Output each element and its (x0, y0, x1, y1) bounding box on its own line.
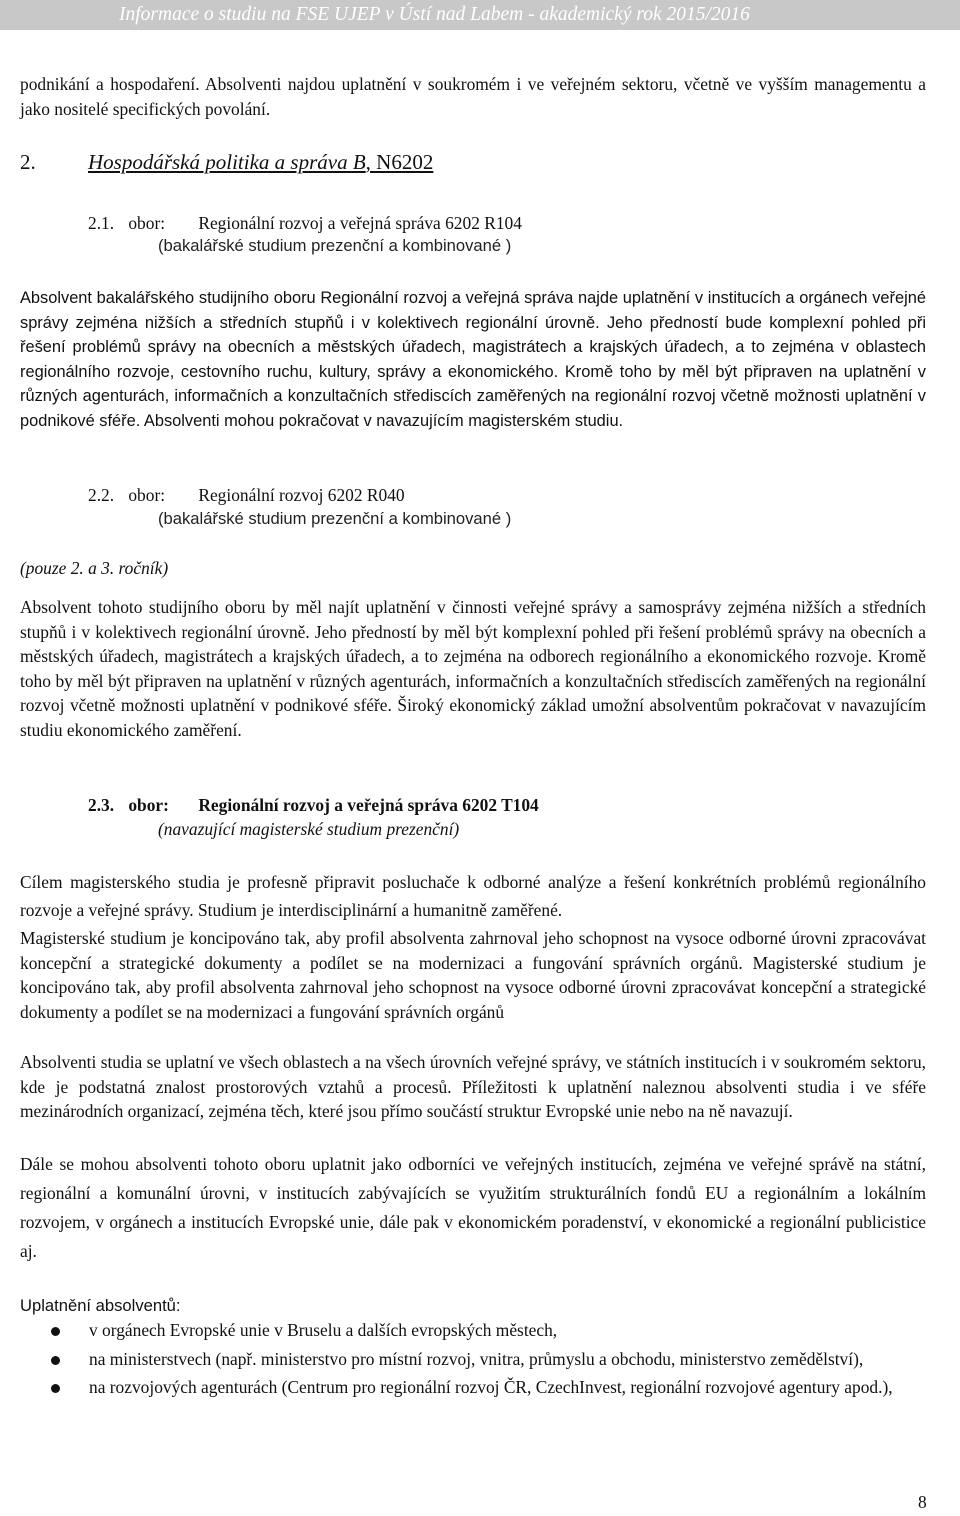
paragraph-2-3-further: Dále se mohou absolventi tohoto oboru uplatnit jako odborníci ve veřejných institucích, zejména ve veřejné správě na státní, regionální a komunální úrovni, v institucích zabývajících se využitím strukturálních fondů EU a regionálním a lokálním rozvojem, v orgánech a institucích Evropské unie, dále pak v ekonomickém poradenství, v ekonomické a regionální publicistice aj. (20, 1154, 926, 1261)
list-item: na ministerstvech (např. ministerstvo pro místní rozvoj, vnitra, průmyslu a obchodu, ministerstvo zemědělství), (0, 1347, 926, 1372)
subsection-heading-2-2 (88, 484, 405, 506)
header-text: Informace o studiu na FSE UJEP v Ústí nad Labem - akademický rok 2015/2016 (119, 4, 750, 25)
subsection-title: Regionální rozvoj a veřejná správa 6202 T104 (198, 795, 539, 815)
section-number: 2. (20, 150, 36, 174)
subsection-title: Regionální rozvoj 6202 R040 (198, 485, 405, 505)
paragraph-2-2: Absolvent tohoto studijního oboru by měl najít uplatnění v činnosti veřejné správy a samosprávy zejména nižších a středních stupňů i v kolektivech regionální úrovně. Jeho předností by měl být komplexní pohled při řešení problémů správy na obecních a městských úřadech, magistrátech a krajských úřadech, a to zejména na odborech regionálního a ekonomického rozvoje. Kromě toho by měl být připraven na uplatnění v různých agenturách, informačních a konzultačních střediscích zaměřených na regionální rozvoj včetně možnosti uplatnění v podnikové sféře. Široký ekonomický základ umožní absolventům pokračovat v navazujícím studiu ekonomického zaměření. (20, 597, 926, 740)
subsection-note-2-3: (navazující magisterské studium prezenční) (158, 819, 460, 839)
subsection-note-2-2: (bakalářské studium prezenční a kombinované ) (158, 509, 512, 528)
subsection-number: 2.2. (88, 485, 115, 505)
subsection-note-2-1: (bakalářské studium prezenční a kombinované ) (158, 236, 512, 255)
intro-paragraph: podnikání a hospodaření. Absolventi najdou uplatnění v soukromém i ve veřejném sektoru, včetně ve vyšším managementu a jako nositelé specifických povolání. (20, 74, 926, 119)
paragraph-2-1: Absolvent bakalářského studijního oboru Regionální rozvoj a veřejná správa najde uplatnění v institucích a orgánech veřejné správy zejména nižších a středních stupňů i v kolektivech regionální úrovně. Jeho předností bude komplexní pohled při řešení problémů správy na obecních a městských úřadech, magistrátech a krajských úřadech, a to zejména v oblastech regionálního rozvoje, cestovního ruchu, kultury, správy a ekonomického. Kromě toho by měl být připraven na uplatnění v různých agenturách, informačních a konzultačních střediscích zaměřených na regionální rozvoj včetně možnosti uplatnění v podnikové sféře. Absolventi mohou pokračovat v navazujícím magisterském studiu. (20, 289, 926, 430)
uplatneni-list (0, 1318, 926, 1404)
page-header (0, 0, 960, 30)
bullet-icon (51, 1384, 60, 1393)
uplatneni-label: Uplatnění absolventů: (20, 1296, 181, 1315)
restriction-note: (pouze 2. a 3. ročník) (20, 558, 169, 578)
subsection-heading-2-1 (88, 212, 522, 234)
page-number: 8 (918, 1492, 927, 1512)
subsection-title: Regionální rozvoj a veřejná správa 6202 R104 (198, 213, 522, 233)
list-item: v orgánech Evropské unie v Bruselu a dalších evropských městech, (0, 1318, 926, 1343)
subsection-number: 2.1. (88, 213, 115, 233)
subsection-number: 2.3. (88, 795, 115, 815)
subsection-label: obor: (128, 213, 166, 233)
paragraph-2-3-profile: Magisterské studium je koncipováno tak, aby profil absolventa zahrnoval jeho schopnost na vysoce odborné úrovni zpracovávat koncepční a strategické dokumenty a podílet se na modernizaci a fungování správních orgánů. Magisterské studium je koncipováno tak, aby profil absolventa zahrnoval jeho schopnost na vysoce odborné úrovni zpracovávat koncepční a strategické dokumenty a podílet se na modernizaci a fungování správních orgánů (20, 928, 926, 1022)
paragraph-2-3-aim: Cílem magisterského studia je profesně připravit posluchače k odborné analýze a řešení konkrétních problémů regionálního rozvoje a veřejné správy. Studium je interdisciplinární a humanitně zaměřené. (20, 872, 926, 920)
bullet-icon (51, 1356, 60, 1365)
list-item: na rozvojových agenturách (Centrum pro regionální rozvoj ČR, CzechInvest, regionální rozvojové agentury apod.), (0, 1375, 926, 1400)
section-title: Hospodářská politika a správa B (88, 150, 366, 174)
bullet-icon (51, 1327, 60, 1336)
section-heading (20, 150, 433, 175)
paragraph-2-3-employment: Absolventi studia se uplatní ve všech oblastech a na všech úrovních veřejné správy, ve státních institucích i v soukromém sektoru, kde je podstatná znalost prostorových vztahů a procesů. Příležitosti k uplatnění naleznou absolventi studia i ve sféře mezinárodních organizací, zejména těch, které jsou přímo součástí struktur Evropské unie nebo na ně navazují. (20, 1052, 926, 1122)
subsection-heading-2-3 (88, 794, 539, 816)
subsection-label: obor: (128, 485, 166, 505)
subsection-label: obor: (128, 795, 169, 815)
section-code: , N6202 (365, 150, 434, 174)
